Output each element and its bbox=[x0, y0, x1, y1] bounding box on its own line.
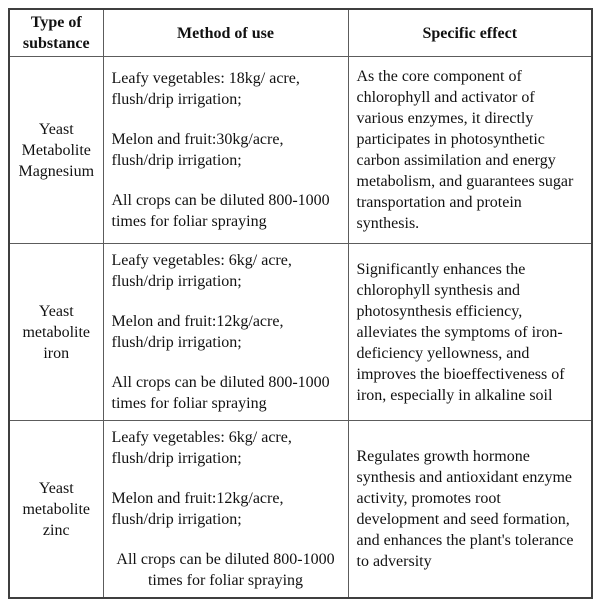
col-header-specific-effect: Specific effect bbox=[348, 9, 592, 57]
method-paragraph-all-crops: All crops can be diluted 800-1000 times for foliar spraying bbox=[111, 192, 330, 230]
cell-substance-zinc: Yeast metabolite zinc bbox=[9, 421, 103, 599]
cell-effect-magnesium: As the core component of chlorophyll and activator of various enzymes, it directly participates in photosynthetic carbon assimilation and energy metabolism, and guarantees sugar transportation and protein synthesis. bbox=[348, 57, 592, 244]
cell-substance-magnesium: Yeast Metabolite Magnesium bbox=[9, 57, 103, 244]
method-paragraph-all-crops: All crops can be diluted 800-1000 times for foliar spraying bbox=[111, 374, 330, 412]
method-paragraph-leafy: Leafy vegetables: 18kg/ acre, flush/drip irrigation; bbox=[111, 70, 300, 108]
method-paragraph-melon: Melon and fruit:30kg/acre, flush/drip irrigation; bbox=[111, 131, 284, 169]
cell-effect-iron: Significantly enhances the chlorophyll synthesis and photosynthesis efficiency, alleviates the symptoms of iron-deficiency yellowness, and improves the bioeffectiveness of iron, especially in alkaline soil bbox=[348, 244, 592, 421]
col-header-type-of-substance: Type of substance bbox=[9, 9, 103, 57]
method-paragraph-melon: Melon and fruit:12kg/acre, flush/drip irrigation; bbox=[111, 313, 284, 351]
table-row-iron bbox=[9, 244, 592, 421]
method-paragraph-all-crops: All crops can be diluted 800-1000 times for foliar spraying bbox=[116, 551, 335, 589]
cell-effect-zinc: Regulates growth hormone synthesis and antioxidant enzyme activity, promotes root development and seed formation, and enhances the plant's tolerance to adversity bbox=[348, 421, 592, 599]
table-row-zinc bbox=[9, 421, 592, 599]
col-header-method-of-use: Method of use bbox=[103, 9, 348, 57]
cell-method-iron bbox=[103, 244, 348, 421]
method-paragraph-melon: Melon and fruit:12kg/acre, flush/drip irrigation; bbox=[111, 490, 284, 528]
cell-method-magnesium bbox=[103, 57, 348, 244]
table-row-magnesium bbox=[9, 57, 592, 244]
header-row bbox=[9, 9, 592, 57]
substance-table bbox=[8, 8, 593, 599]
method-paragraph-leafy: Leafy vegetables: 6kg/ acre, flush/drip irrigation; bbox=[111, 429, 292, 467]
cell-substance-iron: Yeast metabolite iron bbox=[9, 244, 103, 421]
method-paragraph-leafy: Leafy vegetables: 6kg/ acre, flush/drip irrigation; bbox=[111, 252, 292, 290]
cell-method-zinc bbox=[103, 421, 348, 599]
